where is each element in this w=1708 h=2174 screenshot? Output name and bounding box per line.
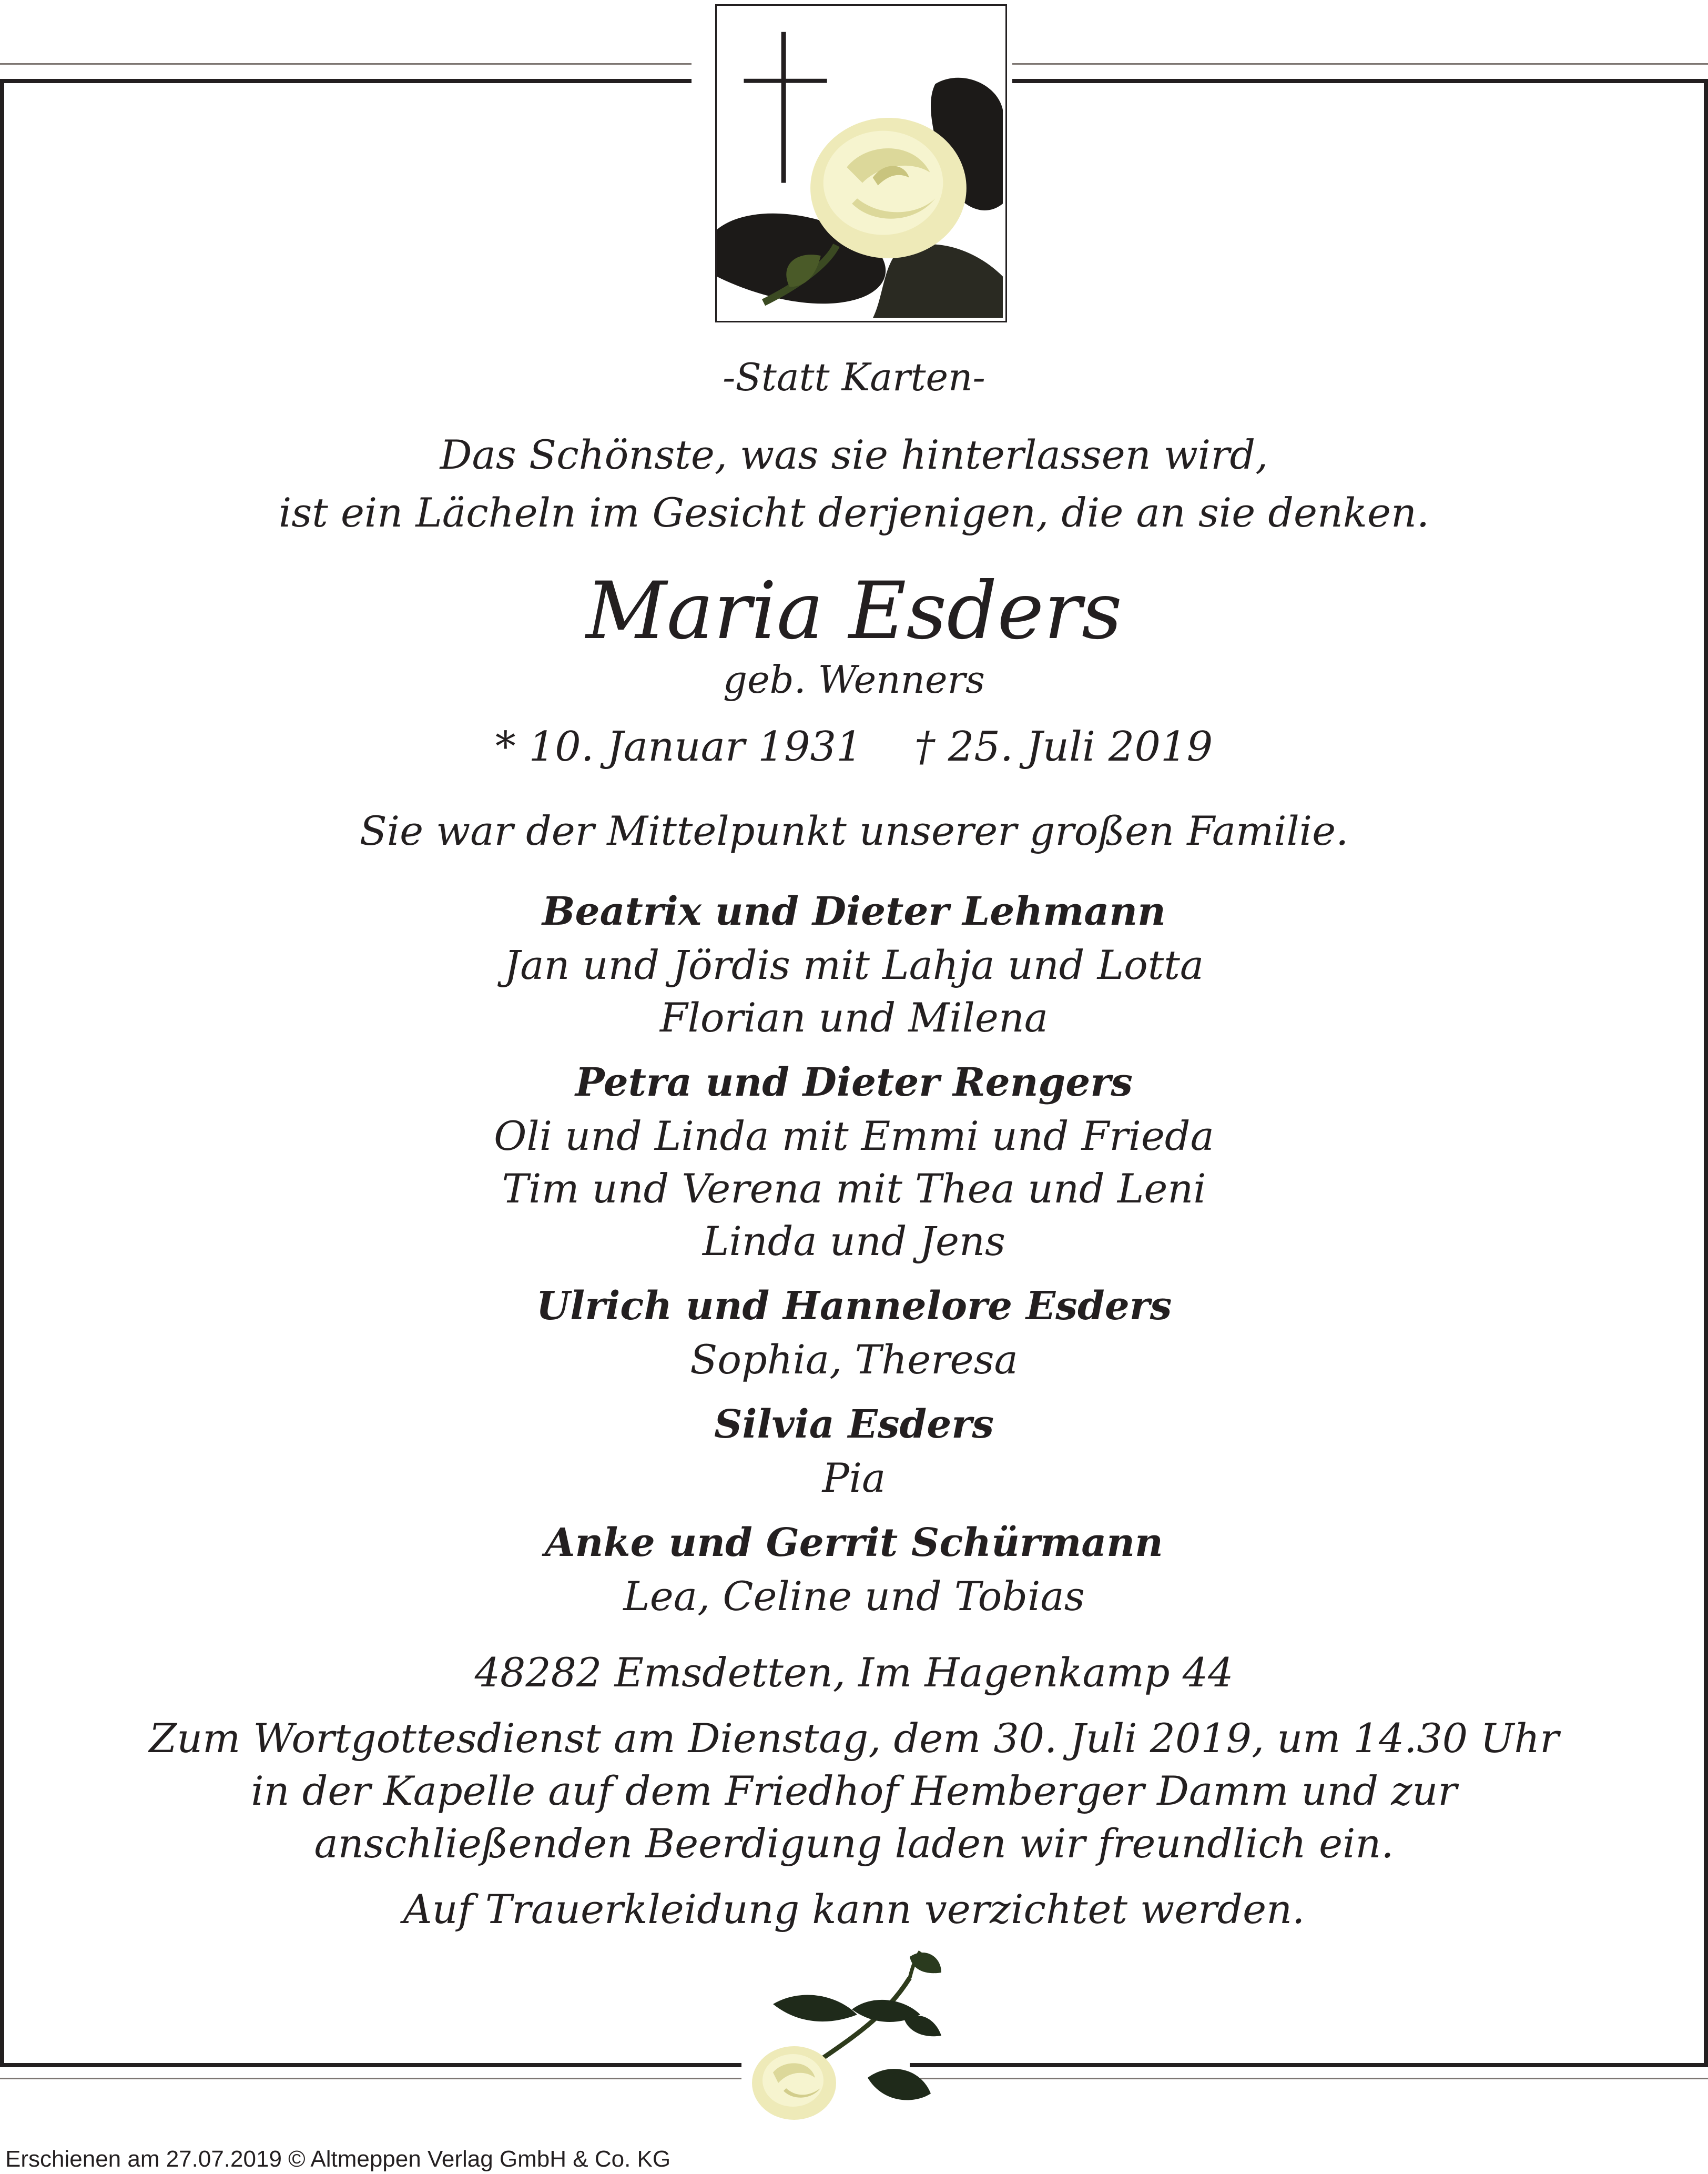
- frame-bottom-left: [0, 2063, 741, 2067]
- life-dates: * 10. Januar 1931 † 25. Juli 2019: [495, 723, 1213, 771]
- invitation-line-2: in der Kapelle auf dem Friedhof Hemberger Damm und zur: [251, 1767, 1457, 1814]
- mourner-family-member: Linda und Jens: [703, 1218, 1005, 1265]
- frame-top-left: [0, 79, 692, 83]
- cross-with-rose-icon: [715, 4, 1007, 322]
- statt-karten-note: -Statt Karten-: [723, 355, 985, 399]
- rose-icon: [752, 1946, 952, 2125]
- mourner-family-member: Florian und Milena: [659, 994, 1049, 1041]
- invitation-line-1: Zum Wortgottesdienst am Dienstag, dem 30. Juli 2019, um 14.30 Uhr: [149, 1715, 1559, 1762]
- frame-top-left-hairline: [0, 63, 692, 65]
- mourner-family-member: Lea, Celine und Tobias: [623, 1573, 1085, 1620]
- family-address: 48282 Emsdetten, Im Hagenkamp 44: [474, 1649, 1234, 1696]
- invitation-line-3: anschließenden Beerdigung laden wir freundlich ein.: [314, 1820, 1394, 1867]
- birth-name: geb. Wenners: [723, 658, 985, 702]
- mourner-family-heading: Ulrich und Hannelore Esders: [536, 1283, 1172, 1329]
- mourner-family-member: Sophia, Theresa: [690, 1336, 1018, 1383]
- mourner-family-heading: Silvia Esders: [714, 1402, 994, 1447]
- quote-line-1: Das Schönste, was sie hinterlassen wird,: [440, 431, 1268, 478]
- frame-bottom-right: [910, 2063, 1708, 2067]
- mourner-family-member: Tim und Verena mit Thea und Leni: [502, 1165, 1206, 1212]
- frame-top-right-hairline: [1012, 63, 1708, 65]
- deceased-name: Maria Esders: [586, 565, 1122, 657]
- mourner-family-member: Pia: [822, 1454, 886, 1501]
- mourner-family-heading: Anke und Gerrit Schürmann: [545, 1520, 1163, 1565]
- dress-code-note: Auf Trauerkleidung kann verzichtet werden.: [403, 1886, 1305, 1933]
- mourner-family-heading: Petra und Dieter Rengers: [575, 1060, 1133, 1105]
- frame-bottom-right-hairline: [910, 2078, 1708, 2079]
- quote-line-2: ist ein Lächeln im Gesicht derjenigen, die an sie denken.: [278, 489, 1430, 536]
- mourner-family-member: Oli und Linda mit Emmi und Frieda: [494, 1113, 1214, 1159]
- frame-top-right: [1012, 79, 1708, 83]
- tribute-line: Sie war der Mittelpunkt unserer großen Familie.: [359, 807, 1349, 854]
- mourner-family-member: Jan und Jördis mit Lahja und Lotta: [504, 942, 1204, 988]
- mourner-family-heading: Beatrix und Dieter Lehmann: [542, 889, 1166, 934]
- publication-footer: Erschienen am 27.07.2019 © Altmeppen Verlag GmbH & Co. KG: [5, 2146, 671, 2172]
- frame-bottom-left-hairline: [0, 2078, 741, 2079]
